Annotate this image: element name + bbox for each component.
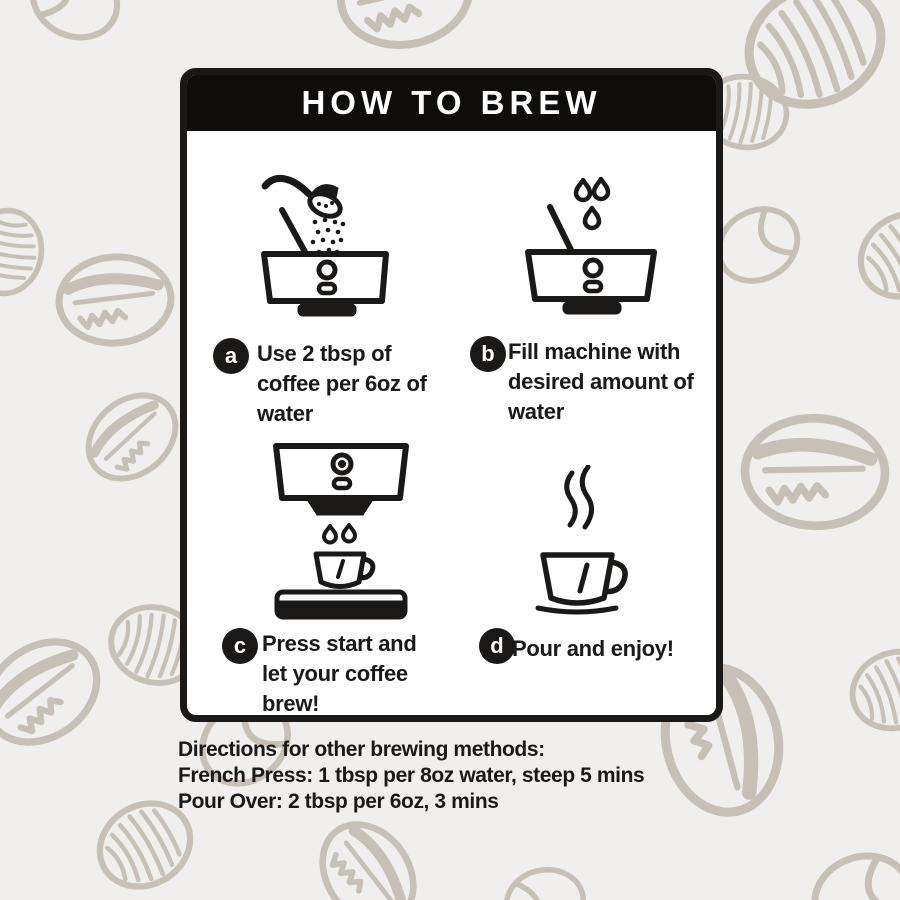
- coffee-bean-icon: [304, 807, 432, 900]
- card-header: [187, 75, 716, 131]
- caption-line: coffee per 6oz of: [257, 371, 427, 396]
- machine-brewing-into-cup-icon: [272, 440, 412, 620]
- step-c-caption: [262, 629, 416, 719]
- step-d-caption: [512, 634, 674, 664]
- step-b-letter: b: [481, 341, 495, 366]
- step-a-badge: [213, 338, 249, 374]
- step-d-letter: d: [490, 633, 504, 658]
- step-b-badge: [470, 336, 506, 372]
- coffee-bean-icon: [333, 0, 477, 55]
- coffee-bean-icon: [21, 0, 130, 51]
- coffee-bean-icon: [56, 253, 174, 347]
- steaming-cup-icon: [528, 465, 643, 617]
- caption-line: water: [508, 399, 564, 424]
- fill-machine-with-water-icon: [518, 172, 666, 322]
- scoop-coffee-into-machine-icon: [255, 170, 400, 325]
- step-a-caption: [257, 339, 427, 429]
- coffee-bean-icon: [72, 378, 192, 495]
- how-to-brew-card: [180, 68, 723, 722]
- coffee-bean-icon: [842, 640, 900, 741]
- caption-line: let your coffee: [262, 661, 408, 686]
- coffee-bean-icon: [730, 0, 900, 125]
- coffee-bean-icon: [846, 197, 900, 312]
- coffee-bean-icon: [502, 864, 589, 900]
- directions-pour-over: Pour Over: 2 tbsp per 6oz, 3 mins: [178, 790, 499, 813]
- caption-line: water: [257, 401, 313, 426]
- caption-line: Fill machine with: [508, 339, 681, 364]
- directions-french-press: French Press: 1 tbsp per 8oz water, steep 5 mins: [178, 764, 645, 787]
- other-brewing-directions: [178, 737, 644, 815]
- caption-line: brew!: [262, 691, 320, 716]
- step-d-badge: [479, 628, 515, 664]
- step-c-badge: [222, 628, 258, 664]
- page-title: HOW TO BREW: [301, 84, 602, 121]
- step-b-caption: [508, 337, 694, 427]
- step-c-letter: c: [233, 633, 247, 658]
- caption-line: Pour and enjoy!: [512, 636, 674, 661]
- coffee-bean-icon: [743, 416, 887, 528]
- caption-line: Use 2 tbsp of: [257, 341, 392, 366]
- coffee-bean-icon: [803, 843, 900, 900]
- coffee-bean-icon: [0, 205, 48, 299]
- step-a-letter: a: [224, 343, 238, 368]
- directions-heading: Directions for other brewing methods:: [178, 738, 545, 761]
- coffee-bean-icon: [0, 621, 116, 762]
- caption-line: desired amount of: [508, 369, 694, 394]
- caption-line: Press start and: [262, 631, 417, 656]
